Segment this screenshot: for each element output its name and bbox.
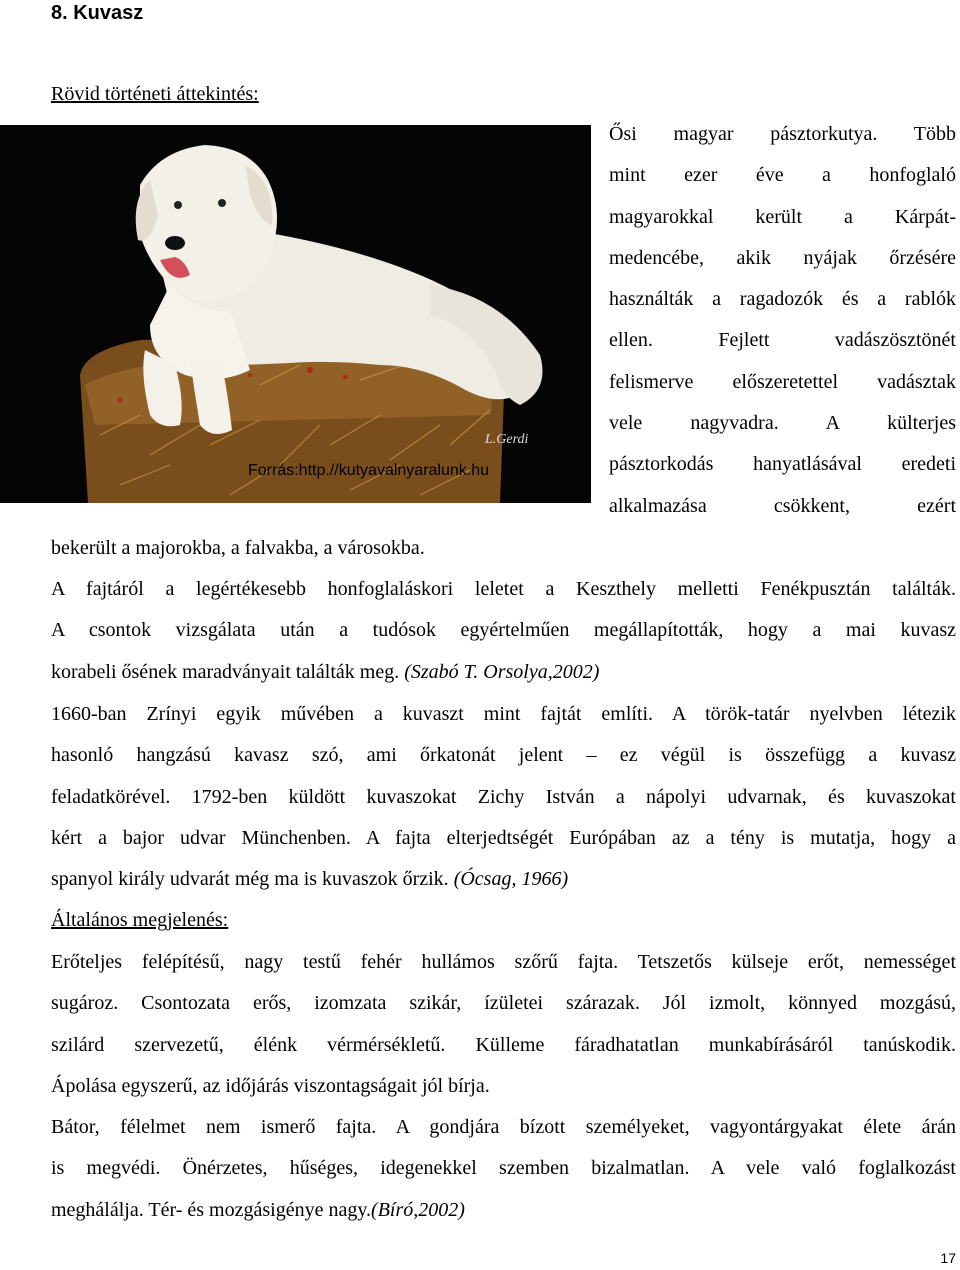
paragraph-line — [51, 859, 956, 900]
side-line: használták a ragadozók és a rablók — [609, 288, 956, 311]
paragraph-line: A fajtáról a legértékesebb honfoglaláskori leletet a Keszthely melletti Fenékpusztán találták. — [51, 578, 956, 600]
citation: (Bíró,2002) — [371, 1198, 465, 1221]
paragraph-line: Ápolása egyszerű, az időjárás viszontagságait jól bírja. — [51, 1074, 490, 1097]
history-heading: Rövid történeti áttekintés: — [51, 83, 259, 105]
side-line: Ősi magyar pásztorkutya. Több — [609, 123, 956, 145]
side-line: vele nagyvadra. A külterjes — [609, 412, 956, 435]
appearance-heading-wrap — [51, 900, 956, 941]
side-line: mint ezer éve a honfoglaló — [609, 164, 956, 187]
paragraph-line: is megvédi. Önérzetes, hűséges, idegenekkel szemben bizalmatlan. A vele való foglalkozást — [51, 1157, 956, 1180]
section-heading: 8. Kuvasz — [51, 2, 144, 24]
paragraph-appearance — [51, 942, 956, 1107]
kuvasz-photo — [0, 125, 591, 503]
paragraph-find — [51, 569, 956, 693]
paragraph-line: 1660-ban Zrínyi egyik művében a kuvaszt mint fajtát említi. A török-tatár nyelvben létezik — [51, 703, 956, 725]
citation: (Szabó T. Orsolya,2002) — [404, 660, 600, 683]
side-line: alkalmazása csökkent, ezért — [609, 494, 956, 517]
paragraph-text: meghálálja. Tér- és mozgásigénye nagy. — [51, 1198, 372, 1221]
side-line: felismerve előszeretettel vadásztak — [609, 370, 956, 393]
history-paragraph-end — [51, 528, 956, 569]
paragraph-line: A csontok vizsgálata után a tudósok egyértelműen megállapították, hogy a mai kuvasz — [51, 619, 956, 642]
side-column-text — [609, 114, 956, 527]
paragraph-line: hasonló hangzású kavasz szó, ami őrkatonát jelent – ez végül is összefügg a kuvasz — [51, 744, 956, 767]
paragraph-text: korabeli ősének maradványait találták meg. — [51, 660, 400, 683]
paragraph-line: Erőteljes felépítésű, nagy testű fehér hullámos szőrű fajta. Tetszetős külseje erőt, nemességet — [51, 951, 956, 973]
paragraph-history-later — [51, 694, 956, 900]
paragraph-line: kért a bajor udvar Münchenben. A fajta elterjedtségét Európában az a tény is mutatja, hogy a — [51, 826, 956, 849]
paragraph-text: spanyol király udvarát még ma is kuvaszok őrzik. — [51, 868, 449, 891]
photo-signature: L.Gerdi — [485, 432, 529, 447]
appearance-heading: Általános megjelenés: — [51, 909, 229, 931]
paragraph-line: szilárd szervezetű, élénk vérmérsékletű. Külleme fáradhatatlan munkabírásáról tanúskodik. — [51, 1033, 956, 1056]
citation: (Ócsag, 1966) — [453, 868, 569, 891]
page-number: 17 — [940, 1250, 956, 1266]
paragraph-line: Bátor, félelmet nem ismerő fajta. A gondjára bízott személyeket, vagyontárgyakat élete árán — [51, 1116, 956, 1138]
paragraph-line — [51, 652, 956, 693]
paragraph-temperament — [51, 1107, 956, 1231]
paragraph-line: feladatkörével. 1792-ben küldött kuvaszokat Zichy István a nápolyi udvarnak, és kuvaszokat — [51, 785, 956, 808]
paragraph-line — [51, 1190, 956, 1231]
side-line: ellen. Fejlett vadászösztönét — [609, 329, 956, 352]
side-line: magyarokkal került a Kárpát- — [609, 205, 956, 228]
paragraph-line: sugároz. Csontozata erős, izomzata szikár, ízületei szárazak. Jól izmolt, könnyed mozgású, — [51, 992, 956, 1015]
paragraph-line: bekerült a majorokba, a falvakba, a városokba. — [51, 537, 425, 559]
side-line: pásztorkodás hanyatlásával eredeti — [609, 453, 956, 476]
side-line: medencébe, akik nyájak őrzésére — [609, 246, 956, 269]
photo-caption: Forrás:http.//kutyavalnyaralunk.hu — [248, 462, 490, 479]
